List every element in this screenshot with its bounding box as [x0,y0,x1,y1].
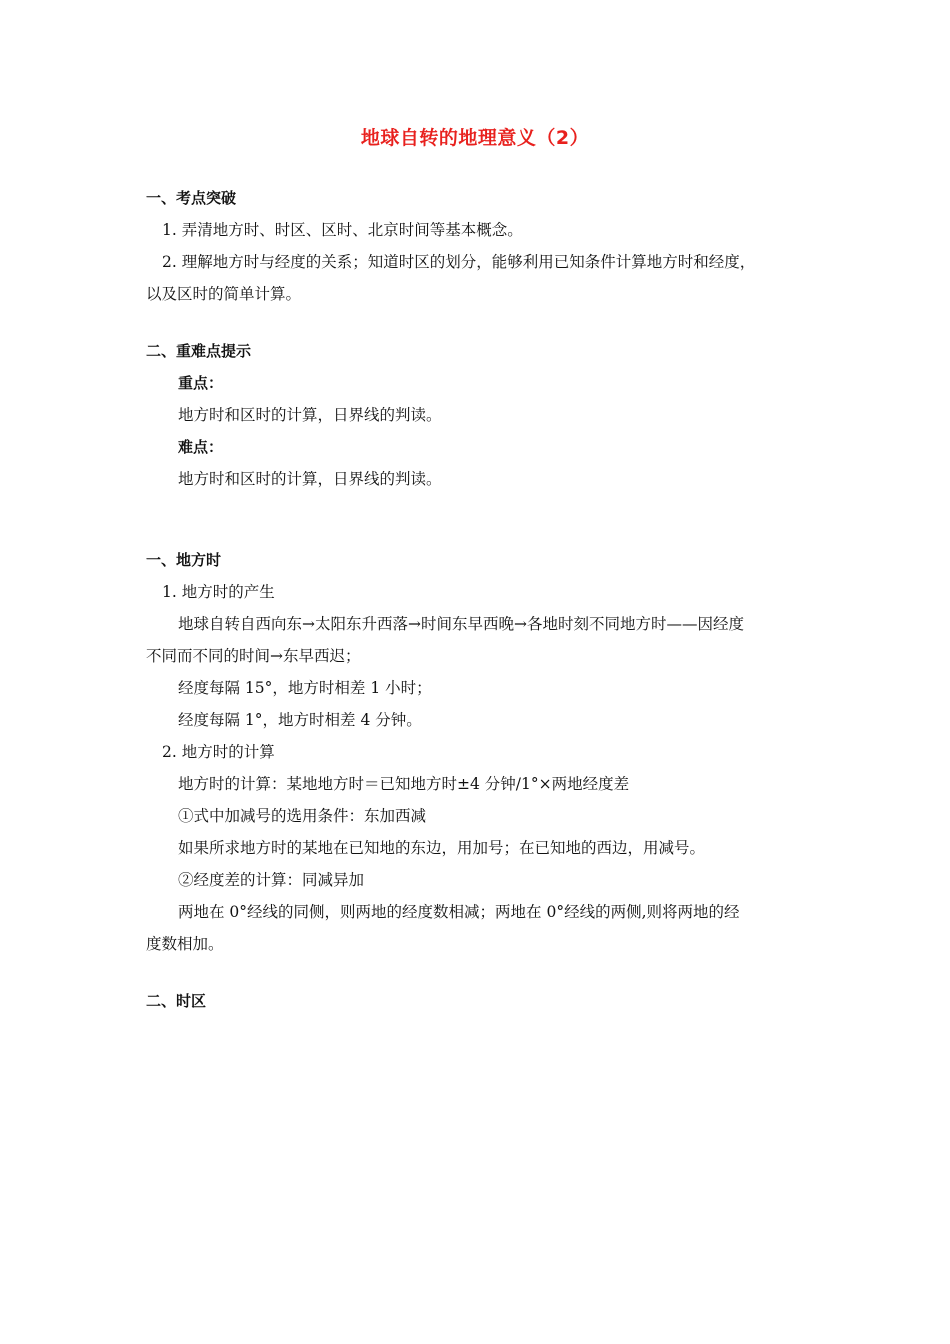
exam-point-2-line2: 以及区时的简单计算。 [146,285,302,303]
exam-point-2-line1: 2. 理解地方时与经度的关系；知道时区的划分，能够利用已知条件计算地方时和经度， [162,253,756,271]
page-title: 地球自转的地理意义（2） [360,127,590,149]
origin-paragraph-line2: 不同而不同的时间→东早西迟； [146,647,361,665]
difficult-point-label: 难点： [178,438,224,456]
section-heading-exam-points: 一、考点突破 [146,189,237,207]
rule-east-add-west-subtract: ①式中加减号的选用条件：东加西减 [178,807,427,825]
longitude-difference-line2: 度数相加。 [146,935,224,953]
key-point-text: 地方时和区时的计算，日界线的判读。 [178,406,442,424]
local-time-formula: 地方时的计算：某地地方时＝已知地方时±4 分钟/1°×两地经度差 [178,775,630,793]
difficult-point-text: 地方时和区时的计算，日界线的判读。 [178,470,442,488]
longitude-difference-line1: 两地在 0°经线的同侧，则两地的经度数相减；两地在 0°经线的两侧,则将两地的经 [178,903,740,921]
origin-paragraph-line1: 地球自转自西向东→太阳东升西落→时间东早西晚→各地时刻不同地方时——因经度 [178,615,744,633]
content-heading-time-zone: 二、时区 [146,992,207,1010]
section-heading-key-difficult: 二、重难点提示 [146,342,252,360]
longitude-1-rule: 经度每隔 1°，地方时相差 4 分钟。 [178,711,422,729]
subheading-local-time-calc: 2. 地方时的计算 [162,743,275,761]
longitude-15-rule: 经度每隔 15°，地方时相差 1 小时； [178,679,432,697]
exam-point-1: 1. 弄清地方时、时区、区时、北京时间等基本概念。 [162,221,523,239]
subheading-local-time-origin: 1. 地方时的产生 [162,583,275,601]
rule-longitude-difference: ②经度差的计算：同减异加 [178,871,365,889]
content-heading-local-time: 一、地方时 [146,551,222,569]
rule-east-west-explanation: 如果所求地方时的某地在已知地的东边，用加号；在已知地的西边，用减号。 [178,839,706,857]
key-point-label: 重点： [178,374,224,392]
